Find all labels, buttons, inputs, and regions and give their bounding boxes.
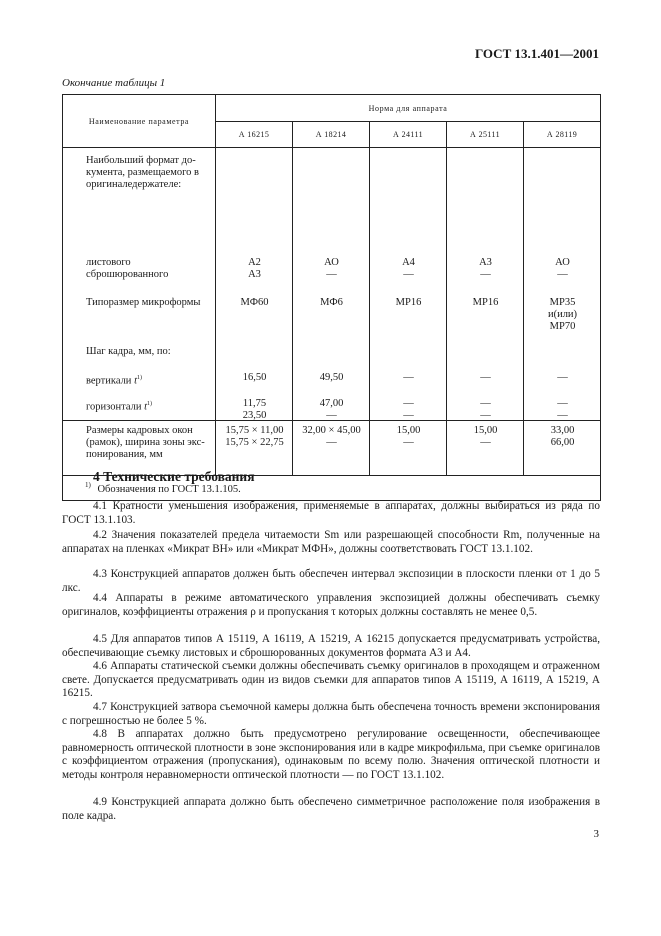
vertical-step-value: — — [480, 372, 491, 383]
frame-size-values-cell — [216, 421, 601, 476]
frame-size-value: 32,00 × 45,00 — — [302, 425, 361, 448]
table-caption: Окончание таблицы 1 — [62, 77, 166, 89]
frame-size-value: 15,00 — — [396, 425, 421, 448]
param-column — [63, 148, 216, 421]
vertical-step-value: 16,50 — [242, 372, 267, 383]
vertical-label: вертикали $t^{1)}$ — [86, 375, 142, 387]
norm-header: Норма для аппарата — [216, 95, 601, 122]
format-label: Наибольший формат до- кумента, размещаемого в оригиналедержателе: — [86, 155, 200, 190]
paragraph: 4.8 В аппаратах должно быть предусмотрено регулирование освещенности, обеспечивающее равномерность оптической плотности в зоне экспонирования или в кадре микрофильма, при съемке оригиналов с коэффициентом отражения (пропускания), одинаковым по всему полю. Значения оптической плотности и методы контроля неравномерности оптической плотности — по ГОСТ 13.1.102. — [62, 728, 600, 781]
sheet-format-value: А2 А3 — [248, 257, 261, 280]
sheet-format-value: АО — — [555, 257, 570, 280]
standard-designation: ГОСТ 13.1.401—2001 — [474, 46, 599, 61]
horizontal-step-value: — — — [403, 398, 414, 421]
paragraph: 4.2 Значения показателей предела читаемости Sm или разрешающей способности Rm, полученные на аппаратах на пленках «Микрат ВН» или «Микрат МФН», должны соответствовать ГОСТ 13.1.102. — [62, 529, 600, 555]
device-header: А 24111 — [370, 122, 447, 148]
sheet-format-value: А4 — — [402, 257, 415, 280]
horizontal-step-value: — — — [480, 398, 491, 421]
horizontal-step-value: 47,00 — — [319, 398, 344, 421]
section-title: 4 Технические требования — [93, 469, 255, 484]
paragraph: 4.5 Для аппаратов типов А 15119, А 16119, А 15219, А 16215 допускается предусматривать устройства, обеспечивающие съемку листовых и сброшюрованных документов формата А3 и А4. — [62, 633, 600, 659]
microform-value: МР16 — [472, 297, 499, 308]
param-header: Наименование параметра — [63, 95, 216, 148]
horizontal-step-value: 11,75 23,50 — [242, 398, 267, 421]
paragraph: 4.3 Конструкцией аппаратов должен быть обеспечен интервал экспозиции в плоскости пленки от 1 до 5 лкс. — [62, 568, 600, 594]
device-header: А 16215 — [216, 122, 293, 148]
microform-label: Типоразмер микроформы — [86, 297, 201, 308]
microform-value: МФ6 — [320, 297, 343, 308]
frame-step-label: Шаг кадра, мм, по: — [86, 346, 171, 357]
frame-size-value: 15,75 × 11,00 15,75 × 22,75 — [225, 425, 284, 448]
microform-value: МР35 и(или) МР70 — [547, 297, 578, 332]
device-column — [216, 148, 601, 421]
horizontal-step-value: — — — [557, 398, 568, 421]
paragraph: 4.4 Аппараты в режиме автоматического управления экспозицией должны обеспечивать съемку оригиналов, коэффициенты отражения ρ и пропускания τ которых должны составлять не менее 0,5. — [62, 592, 600, 618]
microform-value: МФ60 — [240, 297, 269, 308]
frame-size-value: 33,00 66,00 — [550, 425, 575, 448]
paragraph: 4.7 Конструкцией затвора съемочной камеры должна быть обеспечена точность времени экспонирования с погрешностью не более 5 %. — [62, 701, 600, 727]
sheet-label: листового сброшюрованного — [86, 257, 169, 280]
footnote-text: Обозначения по ГОСТ 13.1.105. — [97, 483, 241, 495]
paragraph: 4.9 Конструкцией аппарата должно быть обеспечено симметричное расположение поля изображения в поле кадра. — [62, 796, 600, 822]
vertical-step-value: 49,50 — [319, 372, 344, 383]
sheet-format-value: АО — — [324, 257, 339, 280]
device-header: А 28119 — [524, 122, 601, 148]
paragraph: 4.6 Аппараты статической съемки должны обеспечивать съемку оригиналов в проходящем и отраженном свете. Допускается предусматривать один из видов съемки для аппаратов типов А 15119, А 16119, А 15219, А 16215. — [62, 660, 600, 699]
frame-size-label-cell — [63, 421, 216, 476]
vertical-step-value: — — [557, 372, 568, 383]
vertical-step-value: — — [403, 372, 414, 383]
horizontal-label: горизонтали $t^{1)}$ — [86, 401, 152, 413]
sheet-format-value: А3 — — [479, 257, 492, 280]
device-header: А 18214 — [293, 122, 370, 148]
device-header: А 25111 — [447, 122, 524, 148]
footnote-mark: 1) — [85, 481, 91, 490]
paragraph: 4.1 Кратности уменьшения изображения, применяемые в аппаратах, должны выбираться из ряда по ГОСТ 13.1.103. — [62, 500, 600, 526]
frame-size-label: Размеры кадровых окон (рамок), ширина зоны экс- понирования, мм — [86, 425, 205, 460]
frame-size-value: 15,00 — — [473, 425, 498, 448]
page-number: 3 — [593, 828, 599, 840]
microform-value: МР16 — [395, 297, 422, 308]
parameters-table — [62, 94, 601, 501]
